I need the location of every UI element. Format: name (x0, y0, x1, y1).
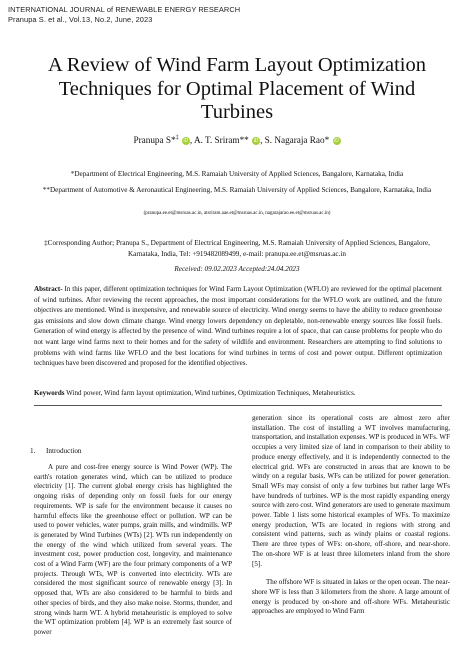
author-1: Pranupa S* (133, 135, 176, 146)
received-accepted-dates: Received: 09.02.2023 Accepted:24.04.2023 (174, 265, 300, 273)
body-left-column: A pure and cost-free energy source is Wind Power (WP). The earth's rotation generates wind, which can be utilized to produce electricity [1]. The current global energy crisis has highlighted the ongoing risks of depending only on fossil fuels for our energy requirements. WP is safe for the environment because it causes no harmful effects like the greenhouse effect or pollution. WP can be used to power vehicles, water pumps, grain mills, and windmills. WP is generated by Wind Turbines (WTs) [2]. WTs run independently on the energy of the wind which utilized from several years. The investment cost, power production cost, longevity, and maintenance cost of a Wind Farm (WF) are the four primary components of a WP projects. Through WTs, WP is converted into electricity. WTs are considered the most significant source of renewable energy [3]. In opposed that, WTs are also considered to be harmful to birds and other species of birds, and they also make noise. Storms, thunder, and strong winds harm WT. A hybrid metaheuristic is employed to solve the WT optimization problem [4]. WP is an extremely fast source of power (34, 463, 232, 636)
orcid-icon[interactable]: iD (253, 138, 259, 145)
abstract-text: In this paper, different optimization techniques for Wind Farm Layout Optimization (WFLO) are reviewed for the optimal placement of wind turbines. After reviewing the recent approaches, the most important considerations for the WFLO work are outlined, and the future objectives are mentioned. Wind is inexpensive, and renewable source of electricity. Wind energy seems to have the ability to reduce greenhouse gas emissions and slow down climate change. Wind energy lowers dependency on depletable, non-renewable energy sources like fossil fuels. Generation of wind energy is affected by the presence of wind. Wind turbines require a lot of space, that can cause problems for people who do not want large wind farms next to their homes and for the safety of wildlife and environment. Researchers are attempting to find solutions to problems with wind farms like WFLO and the best locations for wind turbines in terms of cost and power output. Different optimization techniques have been discovered and proposed for the identified objectives. (34, 285, 442, 368)
section-number: 1. (30, 447, 36, 455)
section-title: Introduction (46, 447, 82, 455)
paper-title: A Review of Wind Farm Layout Optimization Techniques for Optimal Placement of Wind Turbines (48, 54, 426, 123)
corresponding-mark: ‡ (175, 135, 179, 141)
abstract (34, 284, 442, 369)
keywords-text: Wind power, Wind farm layout optimization, Wind turbines, Optimization Techniques, Metaheuristics. (64, 389, 356, 397)
right-paragraph-1: generation since its operational costs are almost zero after installation. The cost of installing a WT involves manufacturing, transportation, and installation expenses. WP is produced in WFs. WF occupies a very limited size of land in comparison to their ability to produce energy effectively, and it is independently connected to the electrical grid. WFs are constructed in areas that are known to be windy on a regular basis, WFs can be utilized for power generation. Small WFs may consist of only a few turbines but rather large WFs have hundreds of turbines. WP is the most rapidly expanding energy source with zero cost. Wind generators are used to generate maximum power. Table 1 lists some historical examples of WFs. To maximize energy production, WTs are located in regions with strong and consistent wind patterns, such as windy plains or coastal regions. There are three types of WFs: on-shore, off-shore, and near-shore. The on-shore WF is at least three kilometers inland from the shore [5]. (252, 414, 450, 568)
keywords-label: Keywords (34, 389, 65, 397)
corresponding-author: ‡Corresponding Author; Pranupa S., Department of Electrical Engineering, M.S. Ramaiah University of Applied Sciences, Bangalore, Karnataka, India, Tel: +919482089499, e-mail: pranupa.ee.et@msruas.ac.in (44, 239, 430, 258)
orcid-icon[interactable]: iD (183, 138, 189, 145)
affiliation-1: *Department of Electrical Engineering, M.S. Ramaiah University of Applied Sciences, Bangalore, Karnataka, India (70, 170, 404, 178)
right-paragraph-2: The offshore WF is situated in lakes or the open ocean. The near-shore WF is less than 3 kilometers from the shore. A large amount of energy is produced by on-shore and off-shore WFs. Metaheuristic approaches are employed to Wind Farm (252, 578, 450, 616)
abstract-label: Abstract- (34, 285, 63, 293)
author-line (0, 135, 474, 145)
author-2: , A. T. Sriram** (189, 135, 249, 146)
author-emails: (pranupa.ee.et@msruas.ac.in, atsriram.aae.et@msruas.ac.in, nagarajarao.ee.et@msruas.ac.in) (143, 211, 331, 216)
body-right-column (252, 414, 450, 617)
divider (34, 405, 442, 406)
affiliation-2: **Department of Automotive & Aeronautical Engineering, M.S. Ramaiah University of Applied Sciences, Bangalore, Karnataka, India (42, 186, 432, 194)
author-3: , S. Nagaraja Rao* (260, 135, 330, 146)
citation-line: Pranupa S. et al., Vol.13, No.2, June, 2023 (8, 14, 153, 24)
journal-header (8, 5, 240, 24)
orcid-icon[interactable]: iD (334, 138, 339, 145)
keywords (34, 388, 442, 399)
section-heading (30, 447, 82, 455)
journal-name: INTERNATIONAL JOURNAL of RENEWABLE ENERGY RESEARCH (8, 5, 241, 14)
